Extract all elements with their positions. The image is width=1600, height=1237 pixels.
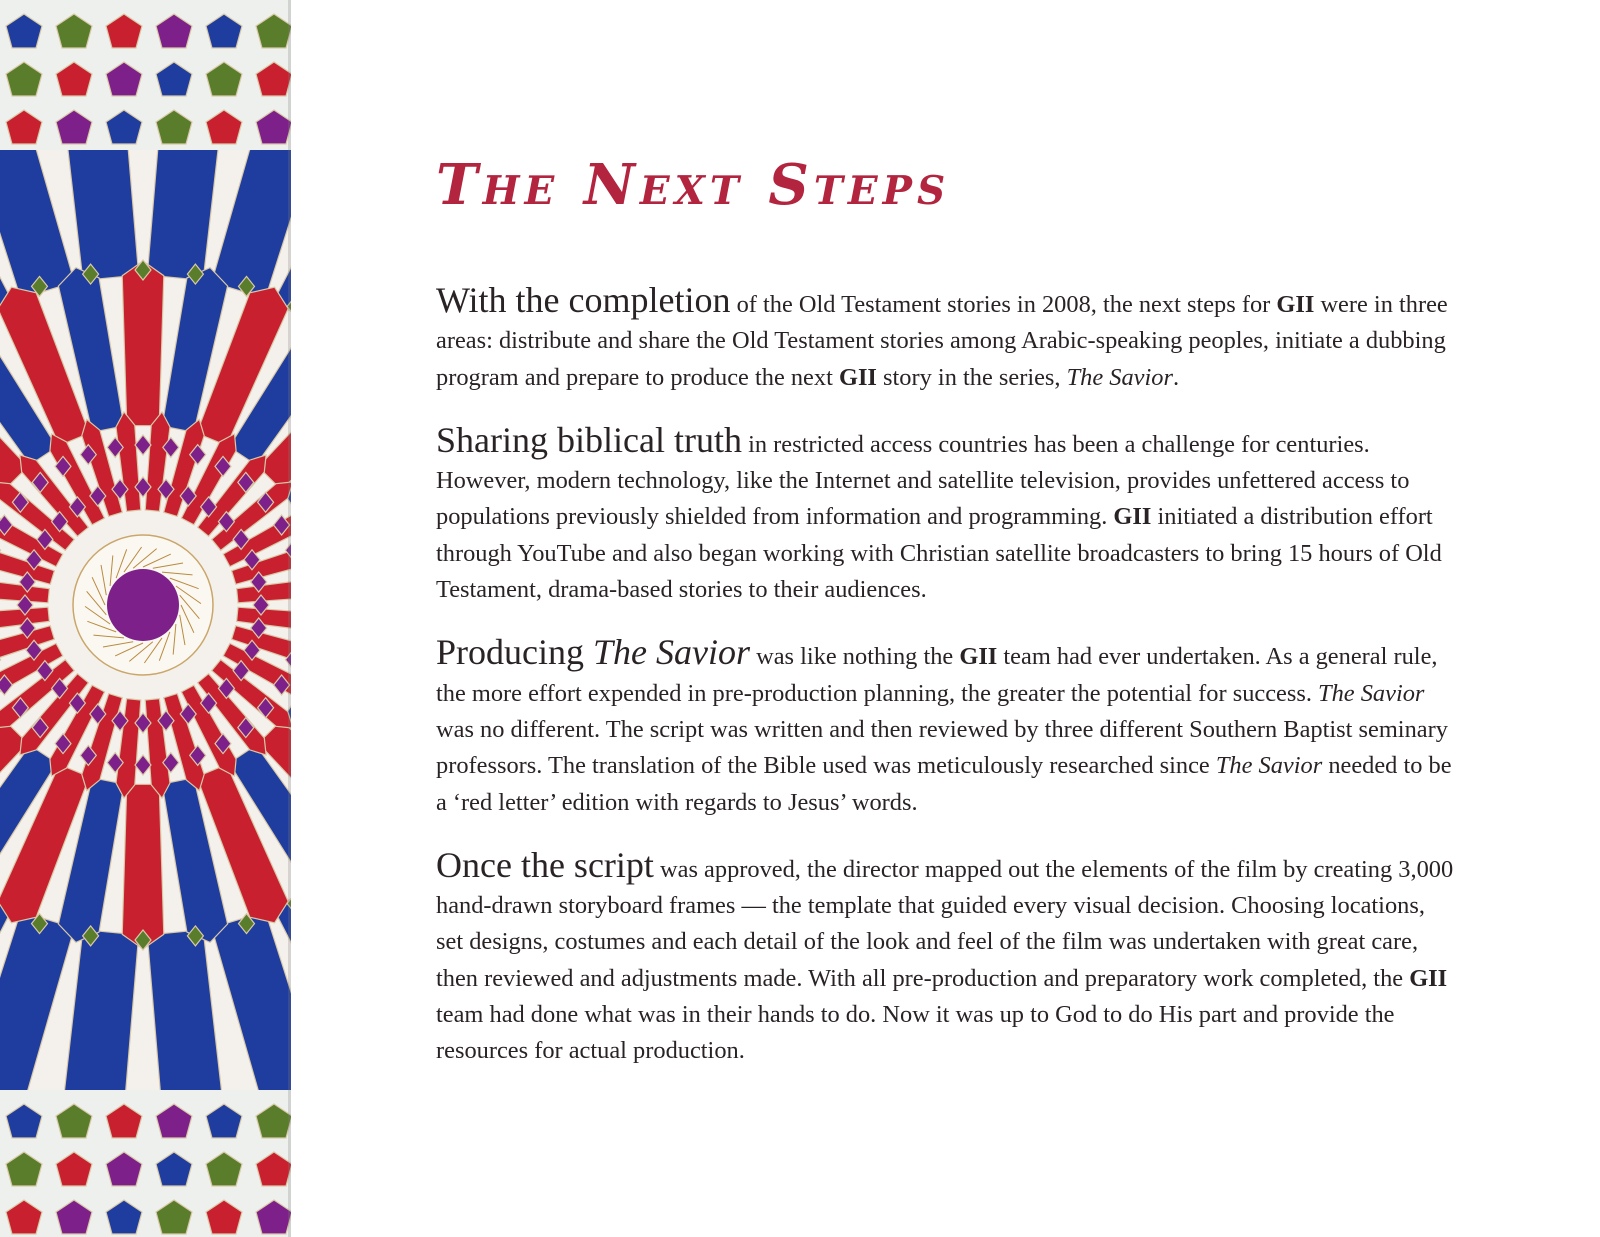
paragraph-completion (436, 282, 1456, 396)
paragraph-text: in restricted access countries has been a challenge for centuries. However, modern technology, like the Internet and satellite television, provides unfettered access to populations previously shielded from information and programming. (436, 430, 1410, 531)
paragraph-text: were in three areas: distribute and share the Old Testament stories among Arabic-speaking peoples, initiate a dubbing program and prepare to produce the next (436, 291, 1448, 391)
paragraph-text: team had ever undertaken. As a general rule, the more effort expended in pre-production planning, the greater the potential for success. (436, 643, 1438, 707)
paragraph-text: needed to be a ‘red letter’ edition with regards to Jesus’ words. (436, 752, 1452, 816)
paragraph-text: initiated a distribution effort through YouTube and also began working with Christian satellite broadcasters to bring 15 hours of Old Testament, drama-based stories to their audiences. (436, 503, 1442, 604)
paragraph-text: was approved, the director mapped out the elements of the film by creating 3,000 hand-drawn storyboard frames — the template that guided every visual decision. Choosing locations, set designs, costumes and each detail of the look and feel of the film was undertaken with great care, then reviewed and adjustments made. With all pre-production and preparatory work completed, the (436, 855, 1454, 992)
org-name: GII (1276, 291, 1315, 318)
paragraph-lead: Sharing biblical truth (436, 419, 742, 460)
org-name: GII (838, 363, 877, 391)
film-title: The Savior (1318, 679, 1425, 707)
paragraph-script (436, 844, 1456, 1070)
paragraph-text: team had done what was in their hands to do. Now it was up to God to do His part and provide the resources for actual production. (436, 1001, 1395, 1065)
org-name: GII (959, 643, 998, 671)
paragraph-lead: Once the script (436, 844, 654, 885)
paragraph-text: was like nothing the (756, 643, 960, 671)
page-title: The Next Steps (436, 152, 951, 218)
paragraph-lead: With the completion (436, 280, 731, 320)
paragraph-lead-title: The Savior (593, 632, 750, 673)
paragraph-text: story in the series, (876, 363, 1067, 391)
org-name: GII (1409, 964, 1448, 992)
paragraph-text: . (1172, 363, 1180, 391)
paragraph-text: of the Old Testament stories in 2008, the next steps for (736, 291, 1277, 318)
film-title: The Savior (1215, 752, 1323, 780)
paragraph-lead: Producing (436, 632, 593, 673)
film-title: The Savior (1066, 363, 1173, 391)
paragraph-sharing (436, 419, 1456, 608)
main-content (436, 150, 1456, 1096)
mosaic-border-image (0, 0, 291, 1237)
paragraph-producing (436, 634, 1456, 820)
org-name: GII (1113, 503, 1152, 531)
paragraph-text: was no different. The script was written and then reviewed by three different Southern Baptist seminary professors. The translation of the Bible used was meticulously researched since (436, 715, 1448, 780)
